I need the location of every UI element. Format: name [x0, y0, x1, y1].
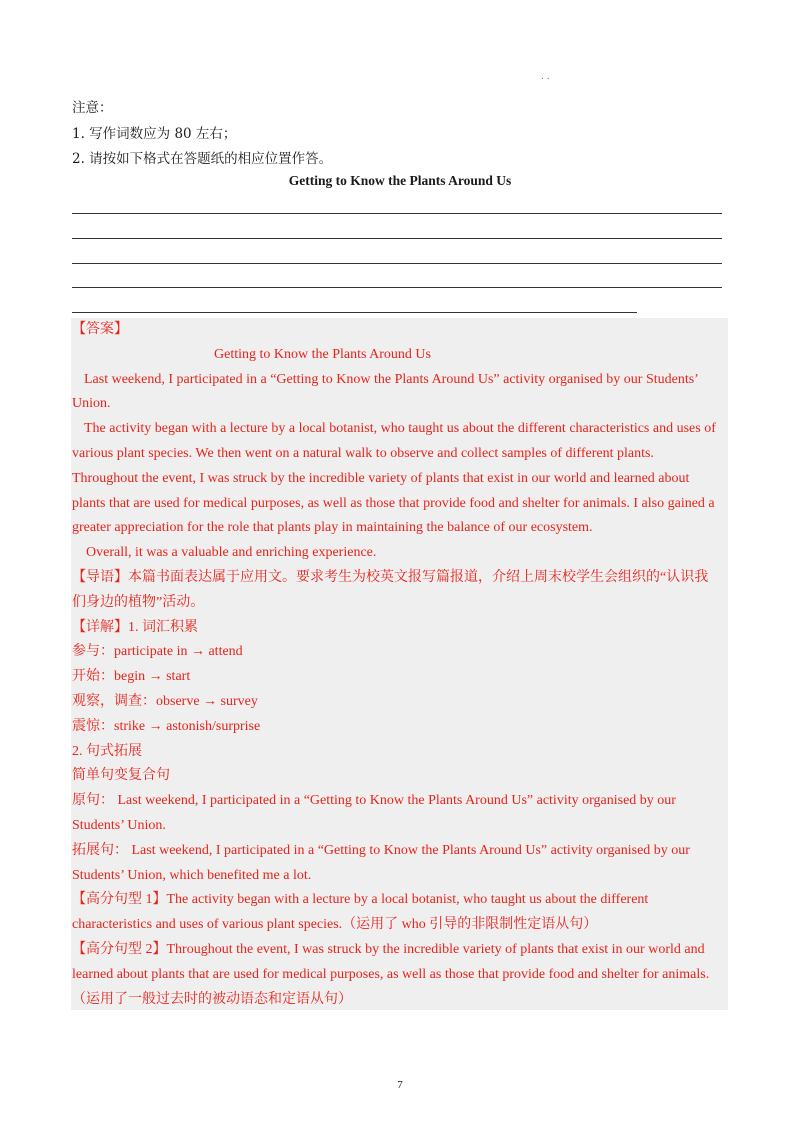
section-subheading: 简单句变复合句	[72, 768, 170, 784]
answer-section	[71, 318, 728, 1010]
notes-heading: 注意：	[72, 100, 113, 116]
vocab-item: 开始：begin → start	[72, 669, 191, 685]
original-sentence-line: Students’ Union.	[72, 817, 166, 833]
essay-title: Getting to Know the Plants Around Us	[288, 173, 512, 188]
high-score-sentence-line: characteristics and uses of various plant species.（运用了 who 引导的非限制性定语从句）	[72, 917, 598, 933]
answer-line	[72, 312, 637, 313]
high-score-sentence-line: learned about plants that are used for medical purposes, as well as those that provide food and shelter for animals.	[72, 966, 710, 982]
answer-paragraph-line: Union.	[72, 396, 111, 412]
extended-sentence-line: 拓展句： Last weekend, I participated in a “Getting to Know the Plants Around Us” activity organised by our	[72, 842, 690, 858]
answer-line	[72, 213, 722, 214]
guide-line: 【导语】本篇书面表达属于应用文。要求考生为校英文报写篇报道，介绍上周末校学生会组织的“认识我	[72, 569, 709, 585]
notes-item: 1. 写作词数应为 80 左右；	[72, 125, 237, 142]
high-score-sentence-line: 【高分句型 1】The activity began with a lecture by a local botanist, who taught us about the different	[72, 892, 649, 908]
answer-label: 【答案】	[72, 322, 128, 337]
answer-title: Getting to Know the Plants Around Us	[214, 346, 431, 362]
answer-paragraph-line: Throughout the event, I was struck by the incredible variety of plants that exist in our world and learned about	[72, 470, 690, 486]
header-dots: . .	[541, 72, 550, 82]
answer-paragraph-line: various plant species. We then went on a natural walk to observe and collect samples of different plants.	[72, 445, 654, 461]
section-heading: 2. 句式拓展	[72, 743, 142, 759]
answer-paragraph-line: The activity began with a lecture by a local botanist, who taught us about the different characteristics and uses of	[84, 421, 716, 437]
vocab-item: 参与：participate in → attend	[72, 644, 243, 660]
high-score-sentence-line: 【高分句型 2】Throughout the event, I was struck by the incredible variety of plants that exist in our world and	[72, 941, 705, 957]
answer-paragraph-line: plants that are used for medical purposes, as well as those that provide food and shelter for animals. I also gained a	[72, 495, 715, 511]
notes-item: 2. 请按如下格式在答题纸的相应位置作答。	[72, 151, 333, 167]
high-score-sentence-line: （运用了一般过去时的被动语态和定语从句）	[72, 991, 352, 1007]
guide-line: 们身边的植物”活动。	[72, 594, 205, 610]
vocab-item: 观察，调查：observe → survey	[72, 693, 258, 709]
answer-paragraph-line: greater appreciation for the role that plants play in maintaining the balance of our ecosystem.	[72, 520, 593, 536]
vocab-item: 震惊：strike → astonish/surprise	[72, 718, 261, 734]
answer-paragraph-line: Last weekend, I participated in a “Getting to Know the Plants Around Us” activity organised by our Students’	[84, 371, 699, 387]
detail-heading: 【详解】1. 词汇积累	[72, 619, 198, 635]
answer-line	[72, 238, 722, 239]
extended-sentence-line: Students’ Union, which benefited me a lot.	[72, 867, 312, 883]
notes-section	[72, 96, 332, 173]
answer-paragraph-line: Overall, it was a valuable and enriching experience.	[86, 545, 377, 561]
original-sentence-line: 原句： Last weekend, I participated in a “Getting to Know the Plants Around Us” activity organised by our	[72, 793, 676, 809]
page-number: 7	[397, 1079, 403, 1091]
answer-line	[72, 263, 722, 264]
answer-line	[72, 287, 722, 288]
